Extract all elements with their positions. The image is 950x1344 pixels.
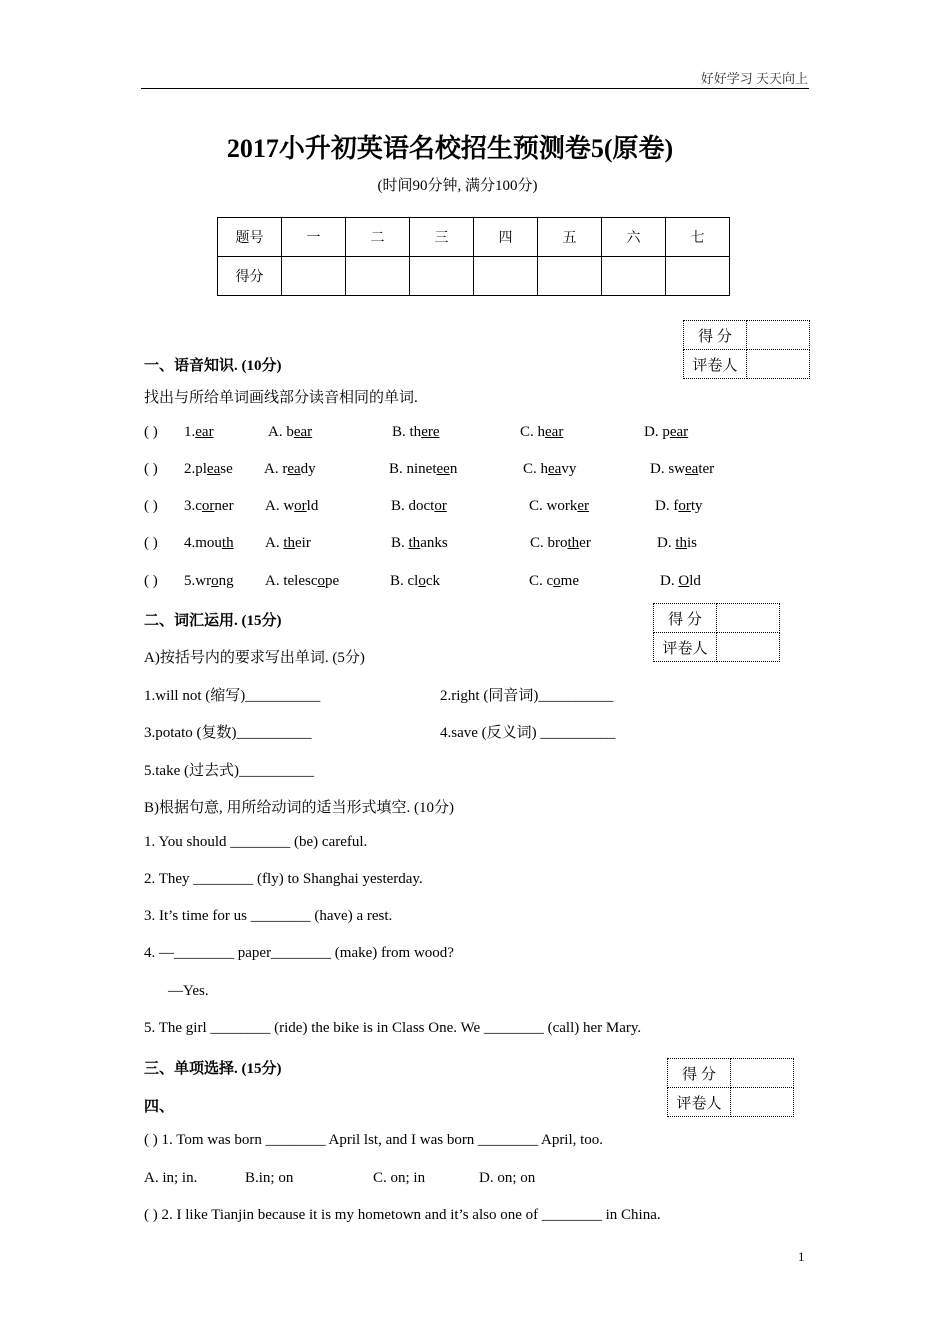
underlined-part: or [434, 498, 447, 514]
option-c [529, 498, 589, 515]
vocab-item: 5.take (过去式)__________ [144, 763, 314, 779]
underlined-part: ee [436, 461, 450, 477]
fill-item: —Yes. [168, 983, 209, 999]
option-a [265, 535, 311, 552]
word-part: A. telesc [265, 573, 318, 589]
underlined-part: ea [206, 461, 221, 477]
section3-heading: 三、单项选择. (15分) [144, 1061, 282, 1077]
option-b [389, 461, 457, 478]
score-table-row-label: 题号 [218, 218, 282, 257]
option-c [530, 535, 591, 552]
word-part: me [560, 573, 579, 589]
mc-option: A. in; in. [144, 1170, 198, 1186]
word-part: is [687, 535, 698, 551]
question-word [184, 573, 234, 590]
grade-box-grader-cell[interactable] [717, 633, 780, 662]
fill-item: 3. It’s time for us ________ (have) a rest. [144, 908, 393, 924]
word-part: eir [295, 535, 311, 551]
vocab-item: 3.potato (复数)__________ [144, 725, 312, 741]
word-part: D. [657, 535, 676, 551]
underlined-part: or [294, 498, 307, 514]
word-part: A. [265, 535, 284, 551]
answer-paren[interactable]: ( ) [144, 424, 158, 440]
word-part: ng [218, 573, 234, 589]
word-part: vy [561, 461, 577, 477]
word-part: D. [660, 573, 679, 589]
score-table-column: 五 [538, 218, 602, 257]
section1-heading: 一、语音知识. (10分) [144, 358, 282, 374]
word-part: B. [391, 535, 409, 551]
underlined-part: ear [669, 424, 689, 440]
question-word [184, 535, 234, 552]
underlined-part: ear [545, 424, 564, 440]
option-d [657, 535, 697, 552]
score-cell[interactable] [346, 257, 410, 296]
word-part: 3.c [184, 498, 202, 514]
underlined-part: ear [293, 424, 313, 440]
section2-heading: 二、词汇运用. (15分) [144, 613, 282, 629]
word-part: ck [425, 573, 441, 589]
word-part: n [449, 461, 458, 477]
question-word [184, 424, 214, 441]
word-part: ty [690, 498, 703, 514]
underlined-part: o [317, 573, 325, 589]
score-cell[interactable] [666, 257, 730, 296]
underlined-part: ere [421, 424, 440, 440]
underlined-part: o [418, 573, 426, 589]
section1-instruction: 找出与所给单词画线部分读音相同的单词. [144, 390, 418, 406]
option-d [644, 424, 688, 441]
grade-box-grader-label: 评卷人 [654, 633, 717, 662]
word-part: A. r [264, 461, 288, 477]
option-a [265, 498, 318, 515]
score-table-column: 二 [346, 218, 410, 257]
underlined-part: o [553, 573, 561, 589]
mc-question: ( ) 1. Tom was born ________ April lst, and I was born ________ April, too. [144, 1132, 604, 1148]
section2-partB-heading: B)根据句意, 用所给动词的适当形式填空. (10分) [144, 800, 454, 816]
word-part: ld [689, 573, 701, 589]
underlined-part: th [283, 535, 296, 551]
word-part: D. sw [650, 461, 686, 477]
option-d [660, 573, 701, 590]
underlined-part: ea [685, 461, 699, 477]
score-table-column: 七 [666, 218, 730, 257]
underlined-part: ea [287, 461, 301, 477]
option-c [520, 424, 563, 441]
page-title: 2017小升初英语名校招生预测卷5(原卷) [226, 134, 674, 163]
underlined-part: th [675, 535, 688, 551]
word-part: dy [300, 461, 316, 477]
answer-paren[interactable]: ( ) [144, 535, 158, 551]
word-part: anks [420, 535, 448, 551]
grade-box-grader-cell[interactable] [731, 1088, 794, 1117]
score-table-column: 三 [410, 218, 474, 257]
mc-option: D. on; on [479, 1170, 536, 1186]
option-a [268, 424, 312, 441]
score-table-column: 六 [602, 218, 666, 257]
grade-box-score-cell[interactable] [747, 321, 810, 350]
word-part: B. cl [390, 573, 419, 589]
score-cell[interactable] [410, 257, 474, 296]
page-subtitle: (时间90分钟, 满分100分) [377, 178, 538, 194]
word-part: B. th [392, 424, 422, 440]
underlined-part: O [678, 573, 690, 589]
word-part: C. h [523, 461, 549, 477]
vocab-item: 1.will not (缩写)__________ [144, 688, 321, 704]
score-table-score-row [218, 257, 730, 296]
option-b [392, 424, 440, 441]
word-part: B. doct [391, 498, 435, 514]
score-table-header-row [218, 218, 730, 257]
grade-box-score-cell[interactable] [717, 604, 780, 633]
word-part: C. work [529, 498, 578, 514]
option-a [265, 573, 339, 590]
fill-item: 5. The girl ________ (ride) the bike is in Class One. We ________ (call) her Mary. [144, 1020, 642, 1036]
answer-paren[interactable]: ( ) [144, 498, 158, 514]
grade-box-grader-label: 评卷人 [668, 1088, 731, 1117]
word-part: er [579, 535, 591, 551]
mc-option: B.in; on [245, 1170, 294, 1186]
grade-box-score-cell[interactable] [731, 1059, 794, 1088]
answer-paren[interactable]: ( ) [144, 461, 158, 477]
fill-item: 4. —________ paper________ (make) from wood? [144, 945, 454, 961]
underlined-part: th [567, 535, 580, 551]
word-part: pe [324, 573, 340, 589]
underlined-part: or [201, 498, 215, 514]
fill-item: 1. You should ________ (be) careful. [144, 834, 368, 850]
option-c [529, 573, 579, 590]
underlined-part: o [211, 573, 219, 589]
grade-box-score-label: 得 分 [654, 604, 717, 633]
word-part: 4.mou [184, 535, 222, 551]
header-divider [141, 88, 809, 89]
option-c [523, 461, 576, 478]
underlined-part: er [577, 498, 589, 514]
underlined-part: th [408, 535, 421, 551]
score-table-column: 一 [282, 218, 346, 257]
word-part: D. f [655, 498, 679, 514]
score-cell[interactable] [474, 257, 538, 296]
header-slogan: 好好学习 天天向上 [700, 71, 808, 86]
word-part: C. h [520, 424, 546, 440]
option-b [391, 498, 447, 515]
option-d [650, 461, 714, 478]
underlined-part: ear [195, 424, 214, 440]
option-d [655, 498, 703, 515]
vocab-item: 2.right (同音词)__________ [440, 688, 614, 704]
page-number: 1 [798, 1249, 805, 1264]
vocab-item: 4.save (反义词) __________ [440, 725, 616, 741]
mc-question: ( ) 2. I like Tianjin because it is my hometown and it’s also one of ________ in China. [144, 1207, 661, 1223]
grade-box [667, 1058, 794, 1117]
grade-box [683, 320, 810, 379]
word-part: A. w [265, 498, 295, 514]
word-part: A. b [268, 424, 294, 440]
score-table-column: 四 [474, 218, 538, 257]
mc-option: C. on; in [373, 1170, 426, 1186]
option-b [391, 535, 448, 552]
question-word [184, 461, 233, 478]
underlined-part: ea [548, 461, 562, 477]
section2-partA-heading: A)按括号内的要求写出单词. (5分) [144, 650, 365, 666]
score-cell[interactable] [602, 257, 666, 296]
word-part: ter [698, 461, 715, 477]
word-part: se [220, 461, 233, 477]
score-table [217, 217, 730, 296]
word-part: ner [214, 498, 234, 514]
fill-item: 2. They ________ (fly) to Shanghai yesterday. [144, 871, 423, 887]
word-part: D. p [644, 424, 670, 440]
question-word [184, 498, 234, 515]
word-part: C. c [529, 573, 554, 589]
underlined-part: or [678, 498, 691, 514]
option-b [390, 573, 440, 590]
word-part: 1. [184, 424, 196, 440]
grade-box-grader-label: 评卷人 [684, 350, 747, 379]
score-cell[interactable] [282, 257, 346, 296]
word-part: 5.wr [184, 573, 212, 589]
answer-paren[interactable]: ( ) [144, 573, 158, 589]
grade-box-score-label: 得 分 [684, 321, 747, 350]
grade-box-score-label: 得 分 [668, 1059, 731, 1088]
grade-box-grader-cell[interactable] [747, 350, 810, 379]
word-part: 2.pl [184, 461, 207, 477]
word-part: ld [306, 498, 319, 514]
word-part: B. ninet [389, 461, 437, 477]
score-table-row-label: 得分 [218, 257, 282, 296]
word-part: C. bro [530, 535, 568, 551]
option-a [264, 461, 316, 478]
underlined-part: th [221, 535, 234, 551]
section3-subheading: 四、 [144, 1099, 175, 1115]
grade-box [653, 603, 780, 662]
score-cell[interactable] [538, 257, 602, 296]
